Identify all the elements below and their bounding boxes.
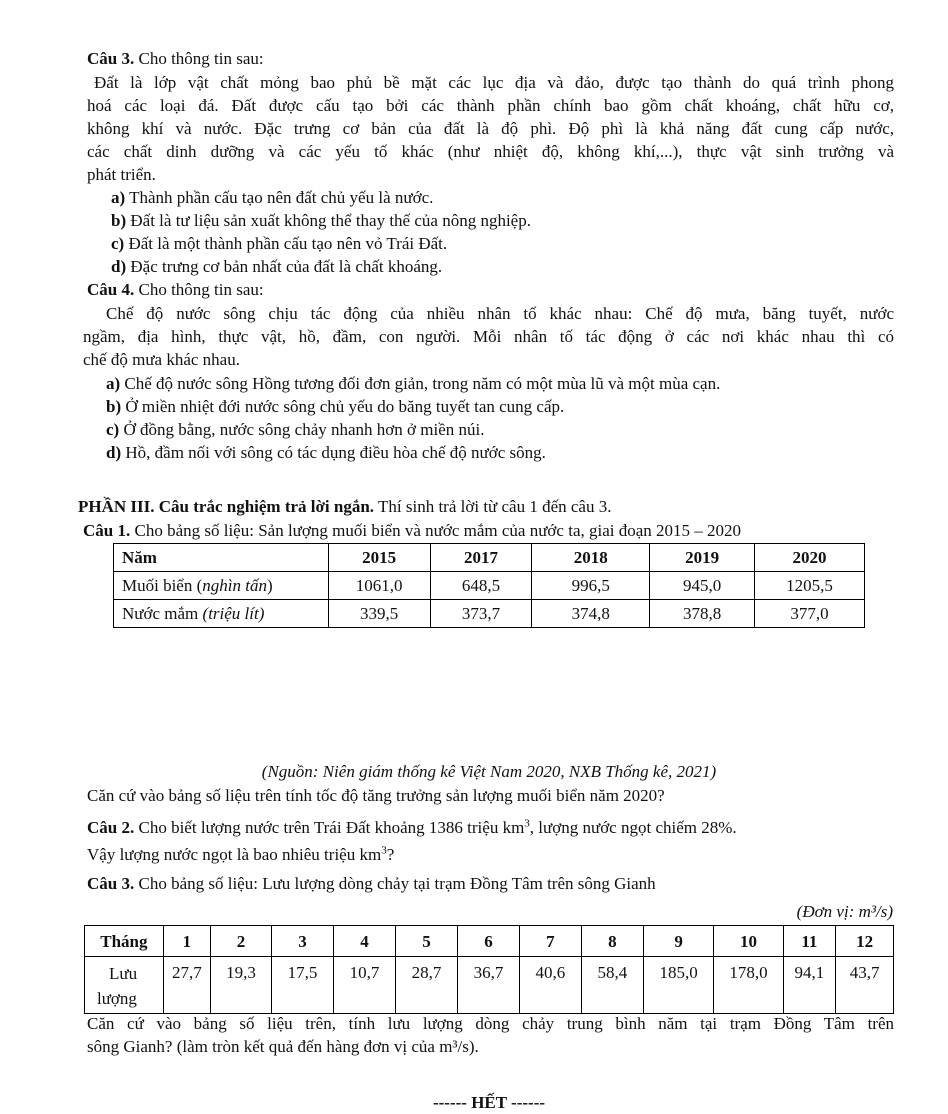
q4-option-a-text: Chế độ nước sông Hồng tương đối đơn giản, trong năm có một mùa lũ và một mùa cạn. [120, 374, 721, 393]
q3-option-b [111, 209, 531, 232]
table-header-cell: 2 [211, 926, 272, 957]
p3-question-3-heading [87, 872, 656, 895]
q3-option-a [111, 186, 433, 209]
row-label-close: ) [266, 576, 273, 595]
table-header-cell: 4 [333, 926, 395, 957]
table-cell: 374,8 [532, 600, 650, 628]
table-cell: 36,7 [457, 957, 519, 1014]
table-cell: 94,1 [783, 957, 836, 1014]
part-3-title: PHẦN III. Câu trắc nghiệm trả lời ngắn. [78, 497, 375, 516]
q4-option-a [106, 372, 720, 395]
q4-option-b-text: Ở miền nhiệt đới nước sông chủ yếu do băng tuyết tan cung cấp. [121, 397, 565, 416]
q3-option-c [111, 232, 447, 255]
superscript-3: 3 [381, 844, 387, 857]
p3-question-2-line-1 [87, 816, 737, 839]
q3-option-d-key: d) [111, 257, 127, 276]
q4-option-d-key: d) [106, 443, 122, 462]
table-header-cell: Tháng [85, 926, 164, 957]
part-3-heading [78, 495, 611, 518]
q3-para-line-4: các chất dinh dưỡng và các yếu tố khác (như nhiệt độ, không khí,...), thực vật sinh trưởng và [87, 142, 894, 161]
table-header-cell: 2015 [328, 544, 430, 572]
end-marker: ------ HẾT ------ [432, 1093, 546, 1112]
p3-question-2-text-b: , lượng nước ngọt chiếm 28%. [529, 818, 737, 837]
table-cell: 27,7 [163, 957, 210, 1014]
table-cell: 377,0 [755, 600, 865, 628]
q4-para-line-2: ngầm, địa hình, thực vật, hồ, đầm, con người. Mỗi nhân tố tác động ở các nơi khác nhau thì có [83, 327, 894, 346]
table-cell: 28,7 [395, 957, 457, 1014]
p3-question-2-text-a: Cho biết lượng nước trên Trái Đất khoảng 1386 triệu km [134, 818, 525, 837]
row-unit-text: nghìn tấn [202, 576, 267, 595]
table-header-cell: 10 [714, 926, 783, 957]
table-header-cell: 2017 [430, 544, 532, 572]
q4-option-b-key: b) [106, 397, 122, 416]
table-row-label [114, 572, 329, 600]
table-row [114, 600, 865, 628]
q4-option-b [106, 395, 564, 418]
p3-question-1-title: Câu 1. [83, 521, 131, 540]
q4-para-line-3: chế độ mưa khác nhau. [83, 350, 240, 369]
q4-option-c-key: c) [106, 420, 120, 439]
question-4-title: Câu 4. [87, 280, 135, 299]
q3-para-line-5: phát triển. [87, 165, 156, 184]
table-cell: 178,0 [714, 957, 783, 1014]
table-cell: 17,5 [272, 957, 334, 1014]
question-3-title: Câu 3. [87, 49, 135, 68]
q4-option-c-text: Ở đồng bằng, nước sông chảy nhanh hơn ở miền núi. [119, 420, 485, 439]
p3-question-1-heading [83, 519, 741, 542]
p3-question-3-ask-line-2: sông Gianh? (làm tròn kết quả đến hàng đơn vị của m³/s). [87, 1037, 479, 1056]
q3-option-a-text: Thành phần cấu tạo nên đất chủ yếu là nước. [125, 188, 434, 207]
q4-option-d [106, 441, 546, 464]
q3-para-line-1: Đất là lớp vật chất mỏng bao phủ bề mặt các lục địa và đảo, được tạo thành do quá trình phong [94, 73, 894, 92]
table-cell: 185,0 [643, 957, 713, 1014]
table-row-label [114, 600, 329, 628]
table-header-cell: 12 [836, 926, 894, 957]
q3-para-line-2: hoá các loại đá. Đất được cấu tạo bởi các thành phần chính bao gồm chất khoáng, chất hữu cơ, [87, 96, 894, 115]
row-label-text: Muối biển ( [122, 576, 203, 595]
table-header-cell: 3 [272, 926, 334, 957]
table-row [114, 572, 865, 600]
q4-option-d-text: Hồ, đầm nối với sông có tác dụng điều hòa chế độ nước sông. [121, 443, 546, 462]
table-cell: 373,7 [430, 600, 532, 628]
superscript-3: 3 [524, 817, 530, 830]
p3-question-3-title: Câu 3. [87, 874, 135, 893]
q3-option-b-text: Đất là tư liệu sản xuất không thể thay thế của nông nghiệp. [126, 211, 531, 230]
table-cell: 43,7 [836, 957, 894, 1014]
part-3-instruction: Thí sinh trả lời từ câu 1 đến câu 3. [374, 497, 612, 516]
p3-question-2-line-2 [87, 843, 394, 866]
table-header-row [114, 544, 865, 572]
q3-option-b-key: b) [111, 211, 127, 230]
table-cell: 1061,0 [328, 572, 430, 600]
q3-option-c-text: Đất là một thành phần cấu tạo nên vỏ Trái Đất. [124, 234, 448, 253]
p3-question-3-ask-line-1: Căn cứ vào bảng số liệu trên, tính lưu lượng dòng chảy trung bình năm tại trạm Đồng Tâm trên [87, 1014, 894, 1033]
table-header-cell: 2020 [755, 544, 865, 572]
q4-para-line-1: Chế độ nước sông chịu tác động của nhiều nhân tố khác nhau: Chế độ mưa, băng tuyết, nước [106, 304, 894, 323]
table-header-cell: 1 [163, 926, 210, 957]
table-header-cell: Năm [114, 544, 329, 572]
question-3-heading [87, 47, 264, 70]
flow-rate-table [84, 925, 894, 1014]
q4-option-a-key: a) [106, 374, 121, 393]
question-4-heading [87, 278, 264, 301]
table-header-cell: 11 [783, 926, 836, 957]
q3-option-d-text: Đặc trưng cơ bản nhất của đất là chất khoáng. [126, 257, 443, 276]
table-row [85, 957, 894, 1014]
table-cell: 10,7 [333, 957, 395, 1014]
q3-option-a-key: a) [111, 188, 126, 207]
p3-question-1-ask: Căn cứ vào bảng số liệu trên tính tốc độ tăng trưởng sản lượng muối biển năm 2020? [87, 786, 665, 805]
q3-option-d [111, 255, 442, 278]
table-header-cell: 7 [519, 926, 581, 957]
table-header-cell: 6 [457, 926, 519, 957]
table-cell: 40,6 [519, 957, 581, 1014]
question-3-prompt: Cho thông tin sau: [134, 49, 264, 68]
row-label-line-1: Lưu [109, 964, 138, 983]
table-row-label [85, 957, 164, 1014]
table-cell: 58,4 [581, 957, 643, 1014]
unit-label: (Đơn vị: m³/s) [796, 902, 893, 921]
table-source-note: (Nguồn: Niên giám thống kê Việt Nam 2020, NXB Thống kê, 2021) [261, 762, 717, 781]
q3-para-line-3: không khí và nước. Đặc trưng cơ bản của đất là độ phì. Độ phì là khả năng đất cung cấp nước, [87, 119, 894, 138]
table-cell: 1205,5 [755, 572, 865, 600]
table-header-cell: 8 [581, 926, 643, 957]
table-header-row [85, 926, 894, 957]
table-cell: 19,3 [211, 957, 272, 1014]
p3-question-2-text-c: Vậy lượng nước ngọt là bao nhiêu triệu km [87, 845, 382, 864]
p3-question-2-qmark: ? [386, 845, 395, 864]
table-header-cell: 5 [395, 926, 457, 957]
row-label-text: Nước mắm [122, 604, 203, 623]
p3-question-3-prompt: Cho bảng số liệu: Lưu lượng dòng chảy tại trạm Đồng Tâm trên sông Gianh [134, 874, 656, 893]
question-4-prompt: Cho thông tin sau: [134, 280, 264, 299]
table-cell: 339,5 [328, 600, 430, 628]
table-cell: 648,5 [430, 572, 532, 600]
table-cell: 945,0 [650, 572, 755, 600]
salt-fish-sauce-table [113, 543, 865, 628]
p3-question-1-prompt: Cho bảng số liệu: Sản lượng muối biển và nước mắm của nước ta, giai đoạn 2015 – 2020 [130, 521, 742, 540]
table-cell: 996,5 [532, 572, 650, 600]
table-header-cell: 2019 [650, 544, 755, 572]
q4-option-c [106, 418, 485, 441]
table-header-cell: 9 [643, 926, 713, 957]
table-cell: 378,8 [650, 600, 755, 628]
row-unit-text: (triệu lít) [202, 604, 265, 623]
row-label-line-2: lượng [97, 989, 137, 1008]
p3-question-2-title: Câu 2. [87, 818, 135, 837]
table-header-cell: 2018 [532, 544, 650, 572]
q3-option-c-key: c) [111, 234, 125, 253]
